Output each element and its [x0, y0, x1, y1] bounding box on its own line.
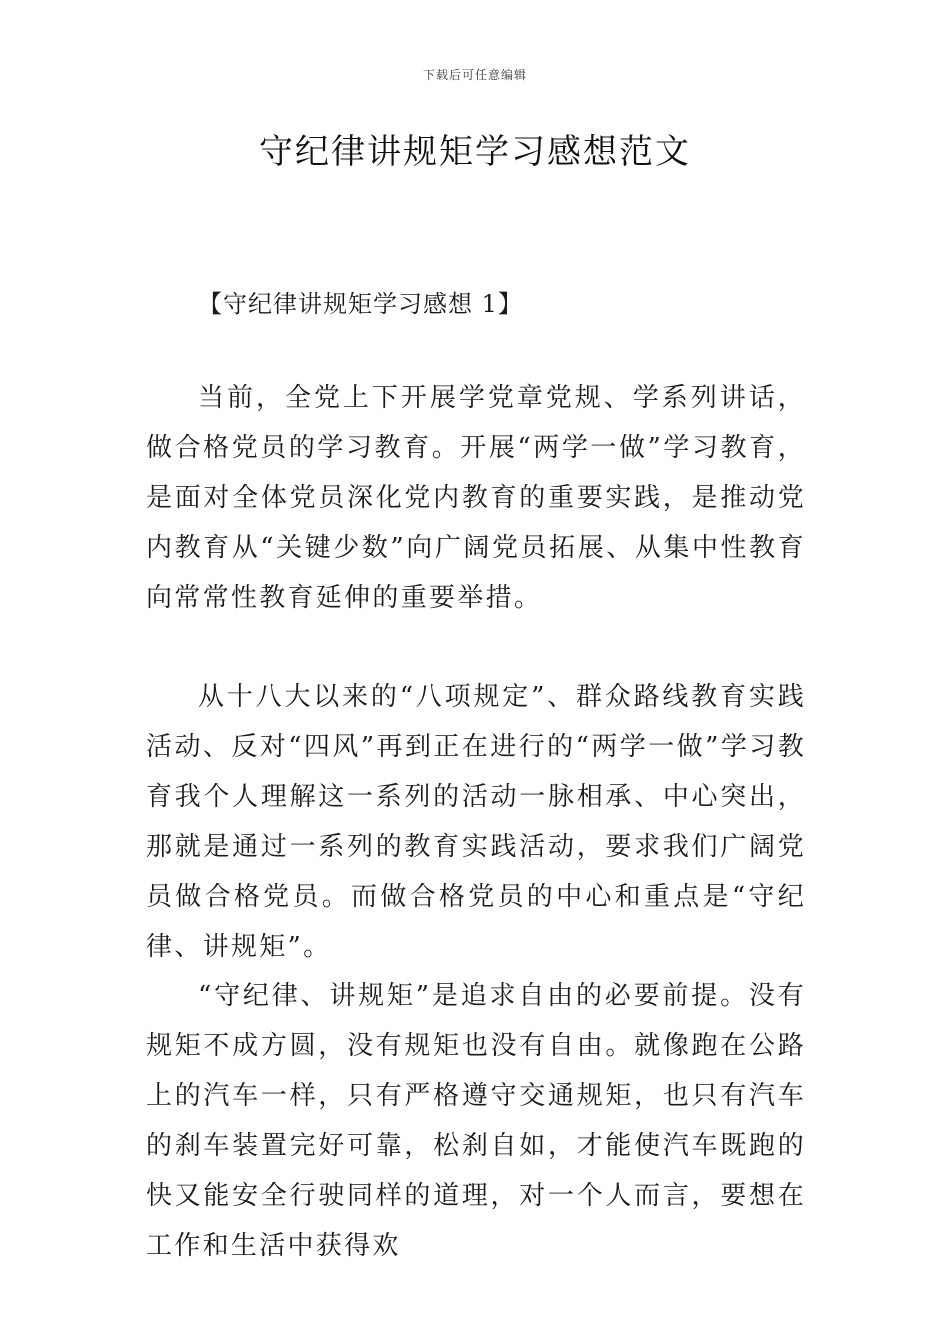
- section-heading: 【守纪律讲规矩学习感想 1】: [198, 290, 523, 318]
- body-paragraph: 当前，全党上下开展学党章党规、学系列讲话，做合格党员的学习教育。开展“两学一做”学习教育，是面对全体党员深化党内教育的重要实践，是推动党内教育从“关键少数”向广阔党员拓展、从集中性教育向常常性教育延伸的重要举措。: [146, 383, 806, 613]
- document-title: 守纪律讲规矩学习感想范文: [259, 132, 691, 172]
- body-paragraph: “守纪律、讲规矩”是追求自由的必要前提。没有规矩不成方圆，没有规矩也没有自由。就像跑在公路上的汽车一样，只有严格遵守交通规矩，也只有汽车的刹车装置完好可靠，松刹自如，才能使汽车既跑的快又能安全行驶同样的道理，对一个人而言，要想在工作和生活中获得欢: [146, 981, 806, 1261]
- header-note: 下载后可任意编辑: [422, 68, 527, 82]
- body-paragraph: 从十八大以来的“八项规定”、群众路线教育实践活动、反对“四风”再到正在进行的“两学一做”学习教育我个人理解这一系列的活动一脉相承、中心突出，那就是通过一系列的教育实践活动，要求我们广阔党员做合格党员。而做合格党员的中心和重点是“守纪律、讲规矩”。: [146, 682, 806, 962]
